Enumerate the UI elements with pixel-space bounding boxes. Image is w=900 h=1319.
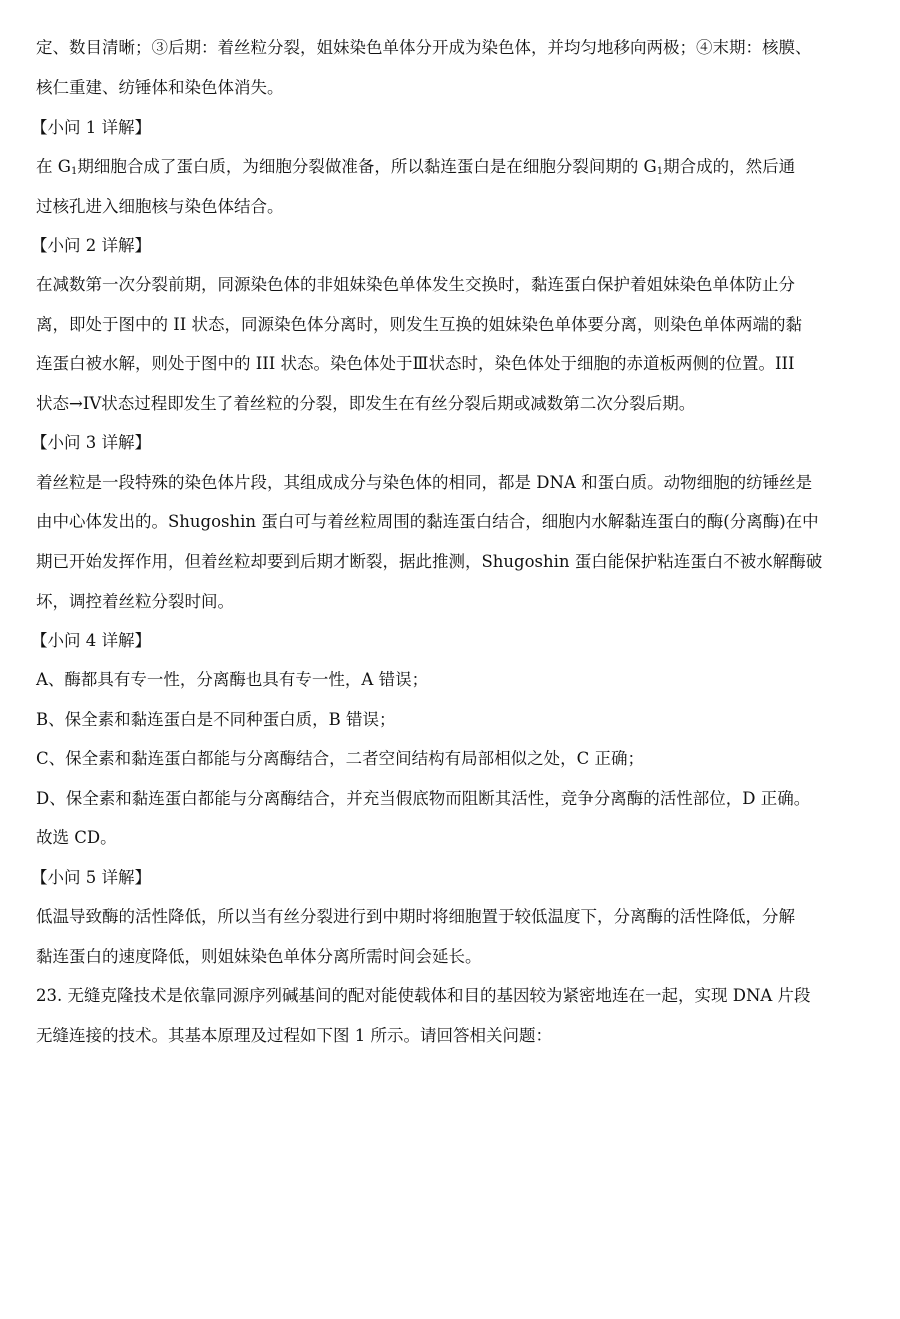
- q1-text-b: 期细胞合成了蛋白质，为细胞分裂做准备，所以黏连蛋白是在细胞分裂间期的 G: [77, 157, 657, 176]
- q2-line-1: 在减数第一次分裂前期，同源染色体的非姐妹染色单体发生交换时，黏连蛋白保护着姐妹染色单体防止分: [36, 275, 795, 294]
- q3-line-3: 期已开始发挥作用，但着丝粒却要到后期才断裂，据此推测，Shugoshin 蛋白能保护粘连蛋白不被水解酶破: [36, 552, 823, 571]
- q4-answer: 故选 CD。: [36, 828, 117, 847]
- q23-line-1: 23. 无缝克隆技术是依靠同源序列碱基间的配对能使载体和目的基因较为紧密地连在一起，实现 DNA 片段: [36, 986, 811, 1005]
- q2-line-3: 连蛋白被水解，则处于图中的 III 状态。染色体处于Ⅲ状态时，染色体处于细胞的赤道板两侧的位置。III: [36, 354, 795, 373]
- intro-line-1: 定、数目清晰；③后期：着丝粒分裂，姐妹染色单体分开成为染色体，并均匀地移向两极；④末期：核膜、: [36, 38, 812, 57]
- q5-line-1: 低温导致酶的活性降低，所以当有丝分裂进行到中期时将细胞置于较低温度下，分离酶的活性降低，分解: [36, 907, 795, 926]
- q1-subscript-1: 1: [70, 166, 78, 177]
- q1-heading: 【小问 1 详解】: [31, 118, 151, 137]
- q2-line-4: 状态→IV状态过程即发生了着丝粒的分裂，即发生在有丝分裂后期或减数第二次分裂后期。: [36, 394, 696, 413]
- intro-line-2: 核仁重建、纺锤体和染色体消失。: [36, 78, 284, 97]
- q3-line-1: 着丝粒是一段特殊的染色体片段，其组成成分与染色体的相同，都是 DNA 和蛋白质。动物细胞的纺锤丝是: [36, 473, 813, 492]
- q5-heading: 【小问 5 详解】: [31, 868, 151, 887]
- q23-line-2: 无缝连接的技术。其基本原理及过程如下图 1 所示。请回答相关问题：: [36, 1026, 552, 1045]
- q5-line-2: 黏连蛋白的速度降低，则姐妹染色单体分离所需时间会延长。: [36, 947, 482, 966]
- q4-heading: 【小问 4 详解】: [31, 631, 151, 650]
- q1-subscript-2: 1: [656, 166, 664, 177]
- q4-option-d: D、保全素和黏连蛋白都能与分离酶结合，并充当假底物而阻断其活性，竞争分离酶的活性部位，D 正确。: [36, 789, 811, 808]
- q4-option-c: C、保全素和黏连蛋白都能与分离酶结合，二者空间结构有局部相似之处，C 正确；: [36, 749, 644, 768]
- q3-line-4: 坏，调控着丝粒分裂时间。: [36, 592, 234, 611]
- q1-line-2: 过核孔进入细胞核与染色体结合。: [36, 197, 284, 216]
- q2-heading: 【小问 2 详解】: [31, 236, 151, 255]
- q1-line-1: [36, 156, 795, 178]
- q2-line-2: 离，即处于图中的 II 状态，同源染色体分离时，则发生互换的姐妹染色单体要分离，则染色单体两端的黏: [36, 315, 803, 334]
- q1-text-a: 在 G: [36, 157, 71, 176]
- q4-option-a: A、酶都具有专一性，分离酶也具有专一性，A 错误；: [36, 670, 429, 689]
- q4-option-b: B、保全素和黏连蛋白是不同种蛋白质，B 错误；: [36, 710, 396, 729]
- q3-line-2: 由中心体发出的。Shugoshin 蛋白可与着丝粒周围的黏连蛋白结合，细胞内水解黏连蛋白的酶(分离酶)在中: [36, 512, 819, 531]
- q3-heading: 【小问 3 详解】: [31, 433, 151, 452]
- q1-text-c: 期合成的，然后通: [663, 157, 796, 176]
